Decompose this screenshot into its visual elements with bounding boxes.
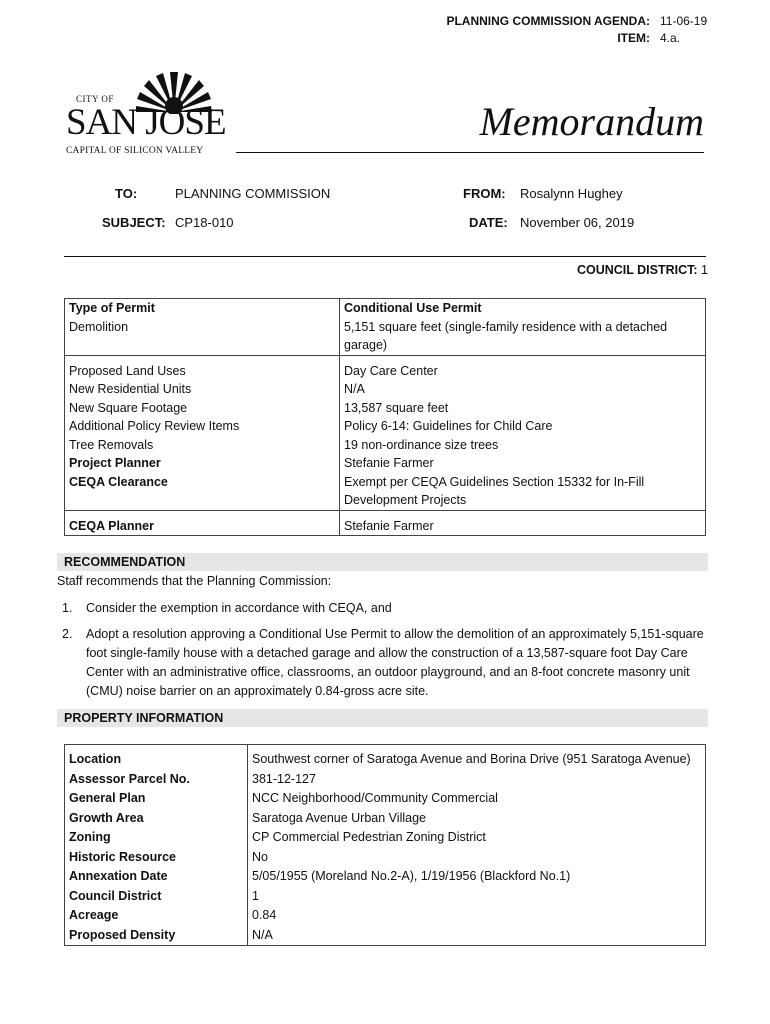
- item-number: 1.: [62, 601, 73, 615]
- property-label: Annexation Date: [65, 867, 248, 887]
- permit-value: N/A: [340, 380, 706, 399]
- to-label: TO:: [115, 186, 138, 201]
- permit-label: Project Planner: [65, 454, 340, 473]
- property-row: [65, 906, 706, 926]
- permit-value: Day Care Center: [340, 355, 706, 380]
- council-district-label: COUNCIL DISTRICT:: [576, 263, 698, 277]
- property-value: 0.84: [248, 906, 706, 926]
- logo-san-jose: SAN JOSE: [66, 102, 226, 143]
- date-value: November 06, 2019: [520, 215, 635, 230]
- agenda-block: [446, 13, 710, 47]
- property-value: Southwest corner of Saratoga Avenue and Borina Drive (951 Saratoga Avenue): [248, 745, 706, 770]
- permit-row: [65, 510, 706, 536]
- item-text: Adopt a resolution approving a Conditional Use Permit to allow the demolition of an approximately 5,151-square foot single-family house with a detached garage and allow the construction of a 13,587-square foot Day Care Center with an administrative office, classrooms, an outdoor playground, and an 8-foot concrete masonry unit (CMU) noise barrier on an approximately 0.84-gross acre site.: [86, 627, 704, 698]
- permit-row: [65, 454, 706, 473]
- date-field: [469, 215, 508, 230]
- property-label: General Plan: [65, 789, 248, 809]
- property-row: [65, 809, 706, 829]
- property-value: NCC Neighborhood/Community Commercial: [248, 789, 706, 809]
- property-table: [64, 744, 706, 946]
- permit-label: New Square Footage: [65, 399, 340, 418]
- from-value: Rosalynn Hughey: [520, 186, 623, 201]
- permit-label: Type of Permit: [65, 299, 340, 318]
- title-underline: [236, 152, 704, 153]
- permit-label: CEQA Clearance: [65, 473, 340, 511]
- permit-row: [65, 299, 706, 318]
- permit-value: 19 non-ordinance size trees: [340, 436, 706, 455]
- property-row: [65, 926, 706, 946]
- subject-value: CP18-010: [175, 215, 234, 230]
- property-label: Council District: [65, 887, 248, 907]
- property-label: Zoning: [65, 828, 248, 848]
- to-value: PLANNING COMMISSION: [175, 186, 331, 201]
- property-label: Location: [65, 745, 248, 770]
- property-label: Proposed Density: [65, 926, 248, 946]
- property-row: [65, 887, 706, 907]
- property-row: [65, 770, 706, 790]
- agenda-date: 11-06-19: [660, 14, 708, 28]
- permit-label: New Residential Units: [65, 380, 340, 399]
- permit-row: [65, 380, 706, 399]
- property-label: Assessor Parcel No.: [65, 770, 248, 790]
- permit-table: [64, 298, 706, 536]
- recommendation-intro: Staff recommends that the Planning Commission:: [57, 574, 332, 588]
- header-rule: [64, 256, 706, 257]
- permit-row: [65, 436, 706, 455]
- city-logo: [66, 66, 226, 158]
- permit-label: Demolition: [65, 318, 340, 356]
- permit-label: CEQA Planner: [65, 510, 340, 536]
- permit-row: [65, 473, 706, 511]
- subject-field: [102, 215, 166, 230]
- permit-row: [65, 355, 706, 380]
- property-label: Growth Area: [65, 809, 248, 829]
- logo-city-of: CITY OF: [76, 94, 114, 104]
- property-row: [65, 789, 706, 809]
- property-row: [65, 828, 706, 848]
- to-field: [115, 186, 137, 201]
- permit-row: [65, 399, 706, 418]
- item-value: 4.a.: [660, 31, 681, 45]
- item-label: ITEM:: [617, 31, 650, 45]
- property-label: Acreage: [65, 906, 248, 926]
- permit-value: 13,587 square feet: [340, 399, 706, 418]
- property-row: [65, 867, 706, 887]
- recommendation-item: [62, 625, 712, 701]
- property-row: [65, 848, 706, 868]
- from-label: FROM:: [463, 186, 506, 201]
- property-value: No: [248, 848, 706, 868]
- logo-tagline: CAPITAL OF SILICON VALLEY: [66, 146, 204, 156]
- council-district: [577, 263, 708, 277]
- property-heading: PROPERTY INFORMATION: [57, 709, 708, 727]
- property-value: CP Commercial Pedestrian Zoning District: [248, 828, 706, 848]
- permit-value: 5,151 square feet (single-family residence with a detached garage): [340, 318, 706, 356]
- permit-value: Conditional Use Permit: [340, 299, 706, 318]
- agenda-label: PLANNING COMMISSION AGENDA:: [446, 14, 650, 28]
- property-value: N/A: [248, 926, 706, 946]
- permit-row: [65, 417, 706, 436]
- permit-value: Stefanie Farmer: [340, 454, 706, 473]
- recommendation-item: [62, 599, 712, 618]
- permit-label: Proposed Land Uses: [65, 355, 340, 380]
- property-row: [65, 745, 706, 770]
- from-field: [463, 186, 506, 201]
- council-district-value: 1: [701, 263, 708, 277]
- permit-value: Exempt per CEQA Guidelines Section 15332 for In-Fill Development Projects: [340, 473, 706, 511]
- item-text: Consider the exemption in accordance with CEQA, and: [86, 601, 392, 615]
- date-label: DATE:: [469, 215, 508, 230]
- property-value: Saratoga Avenue Urban Village: [248, 809, 706, 829]
- property-value: 1: [248, 887, 706, 907]
- property-value: 5/05/1955 (Moreland No.2-A), 1/19/1956 (Blackford No.1): [248, 867, 706, 887]
- permit-value: Policy 6-14: Guidelines for Child Care: [340, 417, 706, 436]
- property-label: Historic Resource: [65, 848, 248, 868]
- page-title: Memorandum: [479, 99, 704, 144]
- permit-row: [65, 318, 706, 356]
- subject-label: SUBJECT:: [102, 215, 166, 230]
- property-value: 381-12-127: [248, 770, 706, 790]
- recommendation-heading: RECOMMENDATION: [57, 553, 708, 571]
- permit-label: Additional Policy Review Items: [65, 417, 340, 436]
- permit-label: Tree Removals: [65, 436, 340, 455]
- permit-value: Stefanie Farmer: [340, 510, 706, 536]
- item-number: 2.: [62, 627, 73, 641]
